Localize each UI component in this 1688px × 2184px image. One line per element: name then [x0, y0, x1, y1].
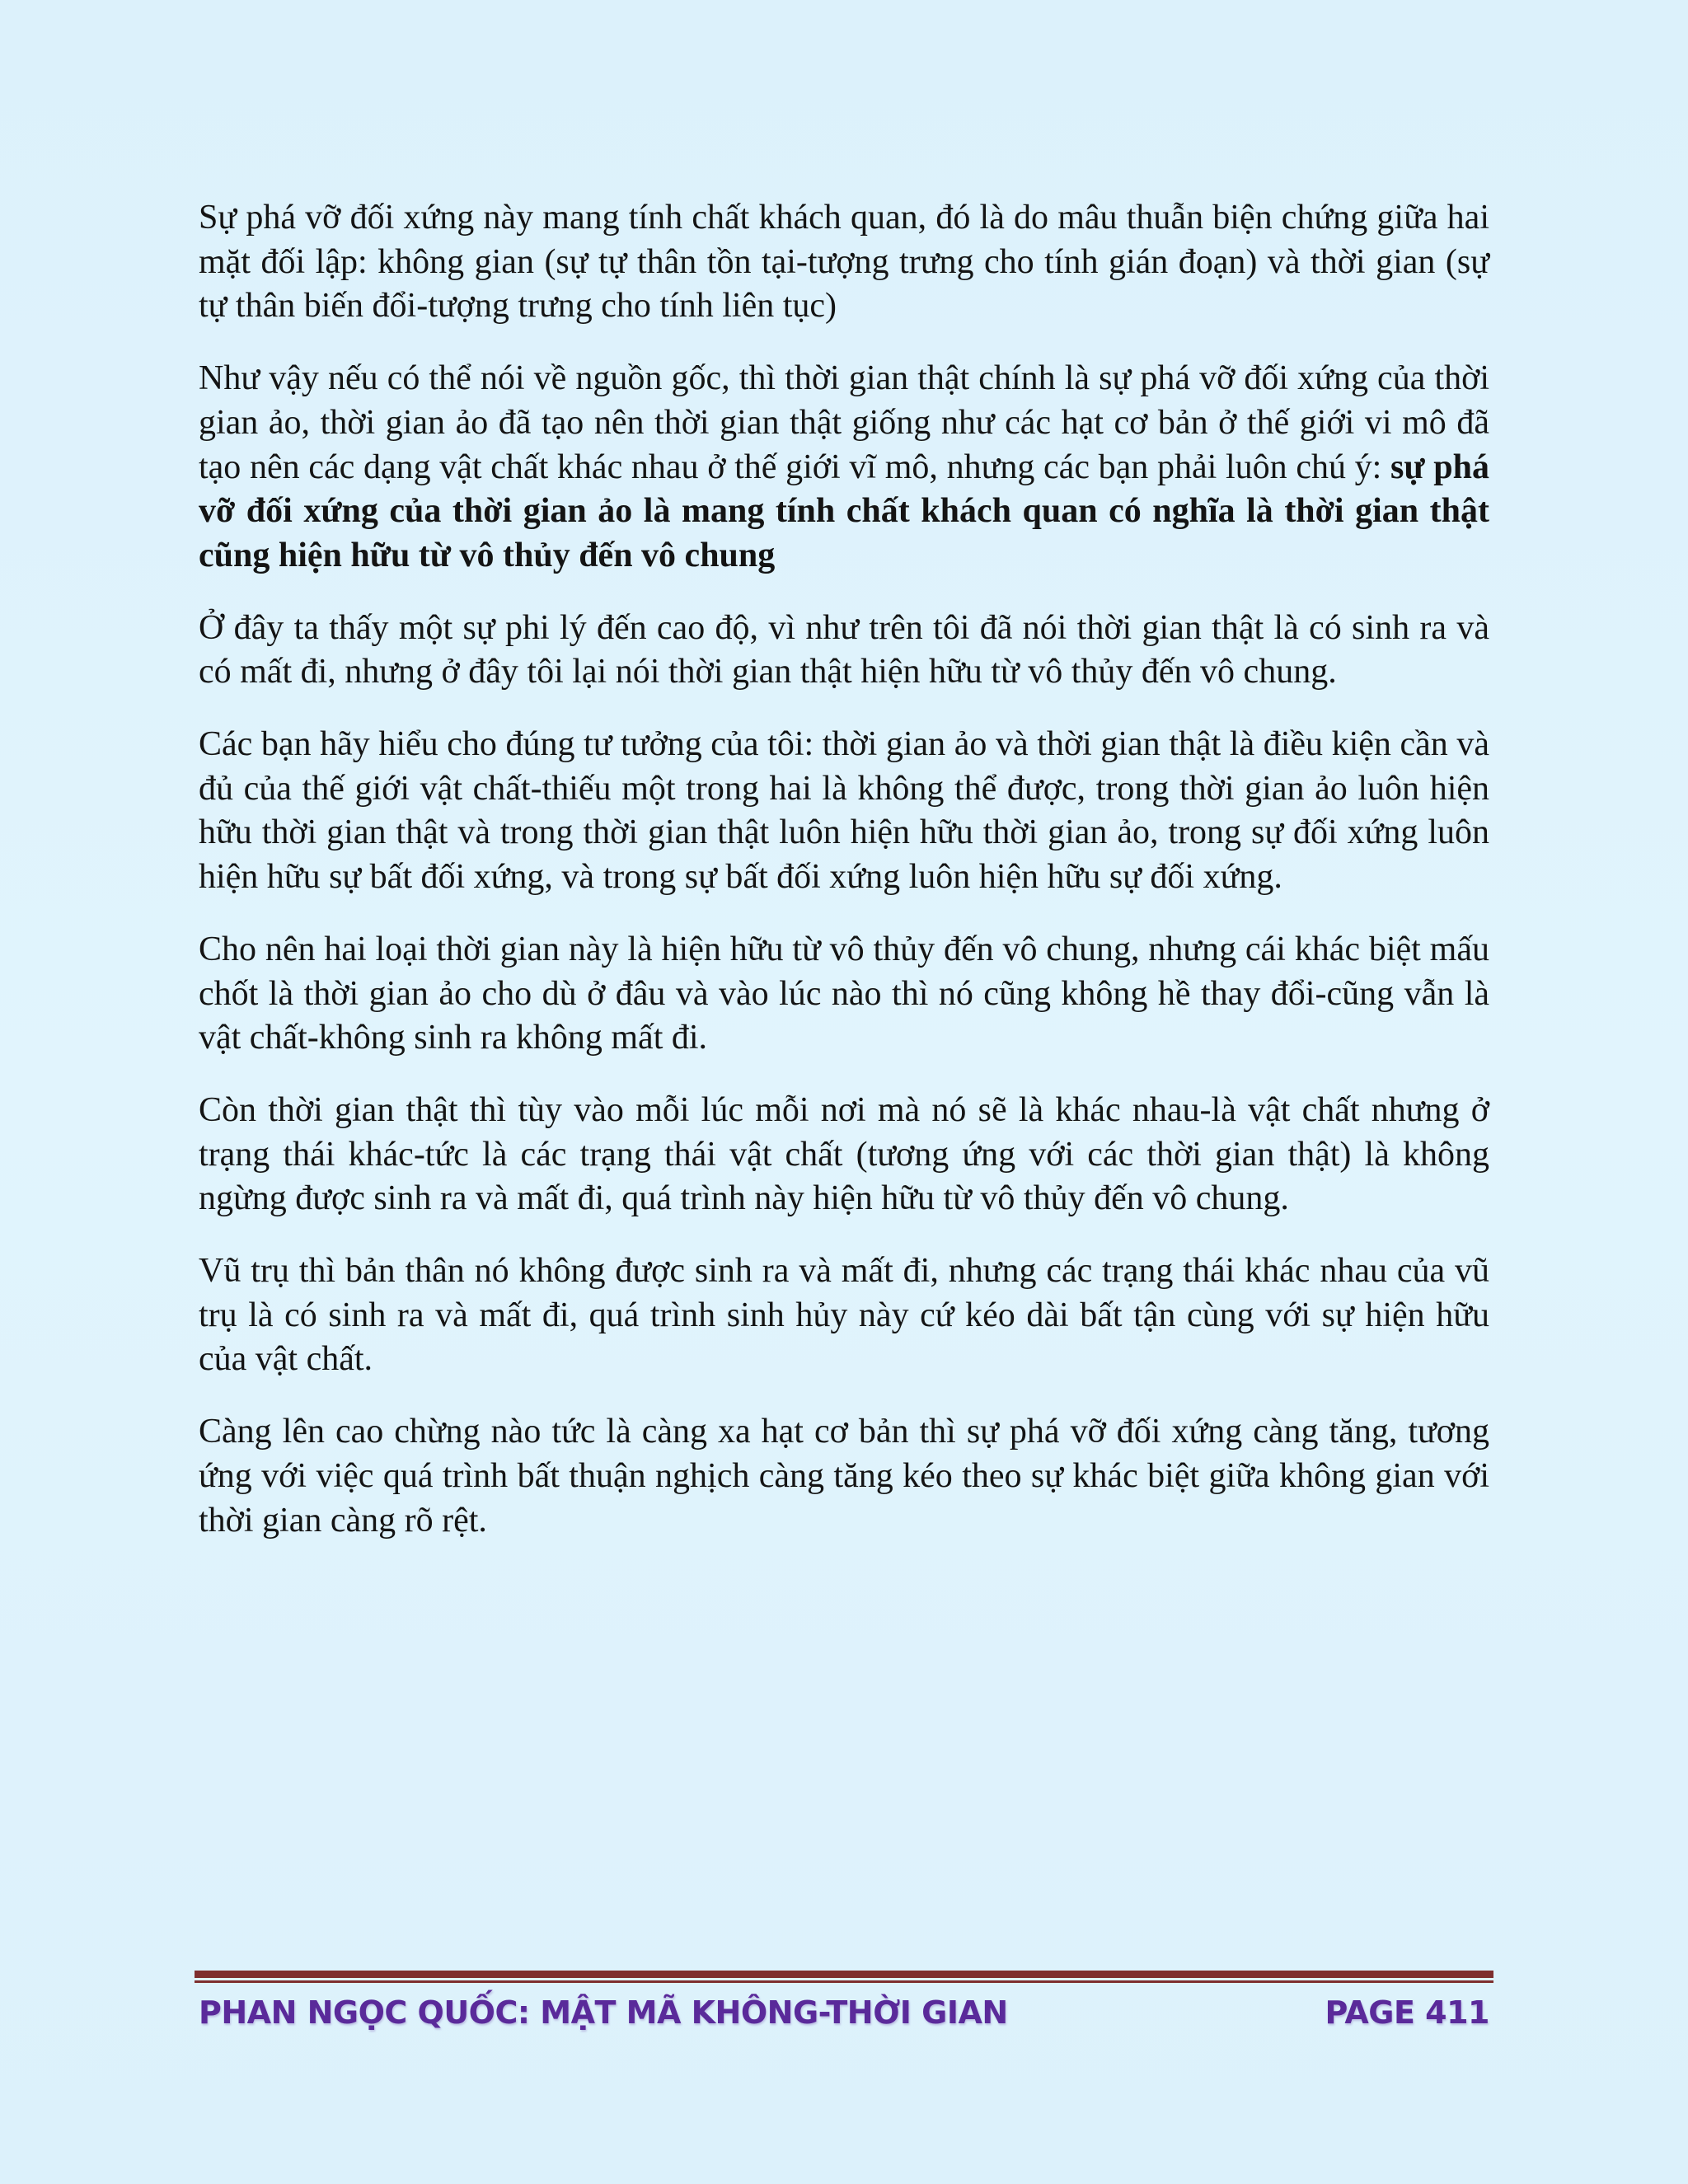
paragraph-2-text: Như vậy nếu có thể nói về nguồn gốc, thì thời gian thật chính là sự phá vỡ đối xứng của thời gian ảo, thời gian ảo đã tạo nên thời gian thật giống như các hạt cơ bản ở thế giới vi mô đã tạo nên các dạng vật chất khác nhau ở thế giới vĩ mô, nhưng các bạn phải luôn chú ý: [199, 359, 1489, 486]
paragraph-5 [199, 928, 1489, 1061]
paragraph-1 [199, 196, 1489, 329]
footer-divider-thin [195, 1980, 1493, 1983]
paragraph-8 [199, 1410, 1489, 1543]
page-footer [199, 1988, 1489, 2037]
paragraph-3-text: Ở đây ta thấy một sự phi lý đến cao độ, vì như trên tôi đã nói thời gian thật là có sinh ra và có mất đi, nhưng ở đây tôi lại nói thời gian thật hiện hữu từ vô thủy đến vô chung. [199, 608, 1489, 691]
paragraph-4-text: Các bạn hãy hiểu cho đúng tư tưởng của tôi: thời gian ảo và thời gian thật là điều kiện cần và đủ của thế giới vật chất-thiếu một trong hai là không thể được, trong thời gian ảo luôn hiện hữu thời gian thật và trong thời gian thật luôn hiện hữu thời gian ảo, trong sự đối xứng luôn hiện hữu sự bất đối xứng, và trong sự bất đối xứng luôn hiện hữu sự đối xứng. [199, 725, 1489, 897]
paragraph-7 [199, 1249, 1489, 1382]
paragraph-7-text: Vũ trụ thì bản thân nó không được sinh ra và mất đi, nhưng các trạng thái khác nhau của vũ trụ là có sinh ra và mất đi, quá trình sinh hủy này cứ kéo dài bất tận cùng với sự hiện hữu của vật chất. [199, 1252, 1489, 1379]
footer-book-title: PHAN NGỌC QUỐC: MẬT MÃ KHÔNG-THỜI GIAN [199, 1994, 1008, 2031]
paragraph-5-text: Cho nên hai loại thời gian này là hiện hữu từ vô thủy đến vô chung, nhưng cái khác biệt mấu chốt là thời gian ảo cho dù ở đâu và vào lúc nào thì nó cũng không hề thay đổi-cũng vẫn là vật chất-không sinh ra không mất đi. [199, 930, 1489, 1057]
page-body [199, 196, 1489, 1571]
paragraph-8-text: Càng lên cao chừng nào tức là càng xa hạt cơ bản thì sự phá vỡ đối xứng càng tăng, tương ứng với việc quá trình bất thuận nghịch càng tăng kéo theo sự khác biệt giữa không gian với thời gian càng rõ rệt. [199, 1413, 1489, 1540]
paragraph-6-text: Còn thời gian thật thì tùy vào mỗi lúc mỗi nơi mà nó sẽ là khác nhau-là vật chất nhưng ở trạng thái khác-tức là các trạng thái vật chất (tương ứng với các thời gian thật) là không ngừng được sinh ra và mất đi, quá trình này hiện hữu từ vô thủy đến vô chung. [199, 1090, 1489, 1218]
footer-divider-thick [195, 1971, 1493, 1978]
paragraph-4 [199, 723, 1489, 900]
paragraph-3 [199, 607, 1489, 695]
paragraph-2-bold-text: sự phá vỡ đối xứng của thời gian ảo là mang tính chất khách quan có nghĩa là thời gian thật cũng hiện hữu từ vô thủy đến vô chung [199, 448, 1490, 574]
paragraph-2 [199, 357, 1489, 579]
footer-page-number: PAGE 411 [1325, 1994, 1489, 2031]
paragraph-6 [199, 1089, 1489, 1221]
paragraph-1-text: Sự phá vỡ đối xứng này mang tính chất khách quan, đó là do mâu thuẫn biện chứng giữa hai mặt đối lập: không gian (sự tự thân tồn tại-tượng trưng cho tính gián đoạn) và thời gian (sự tự thân biến đổi-tượng trưng cho tính liên tục) [199, 199, 1489, 326]
